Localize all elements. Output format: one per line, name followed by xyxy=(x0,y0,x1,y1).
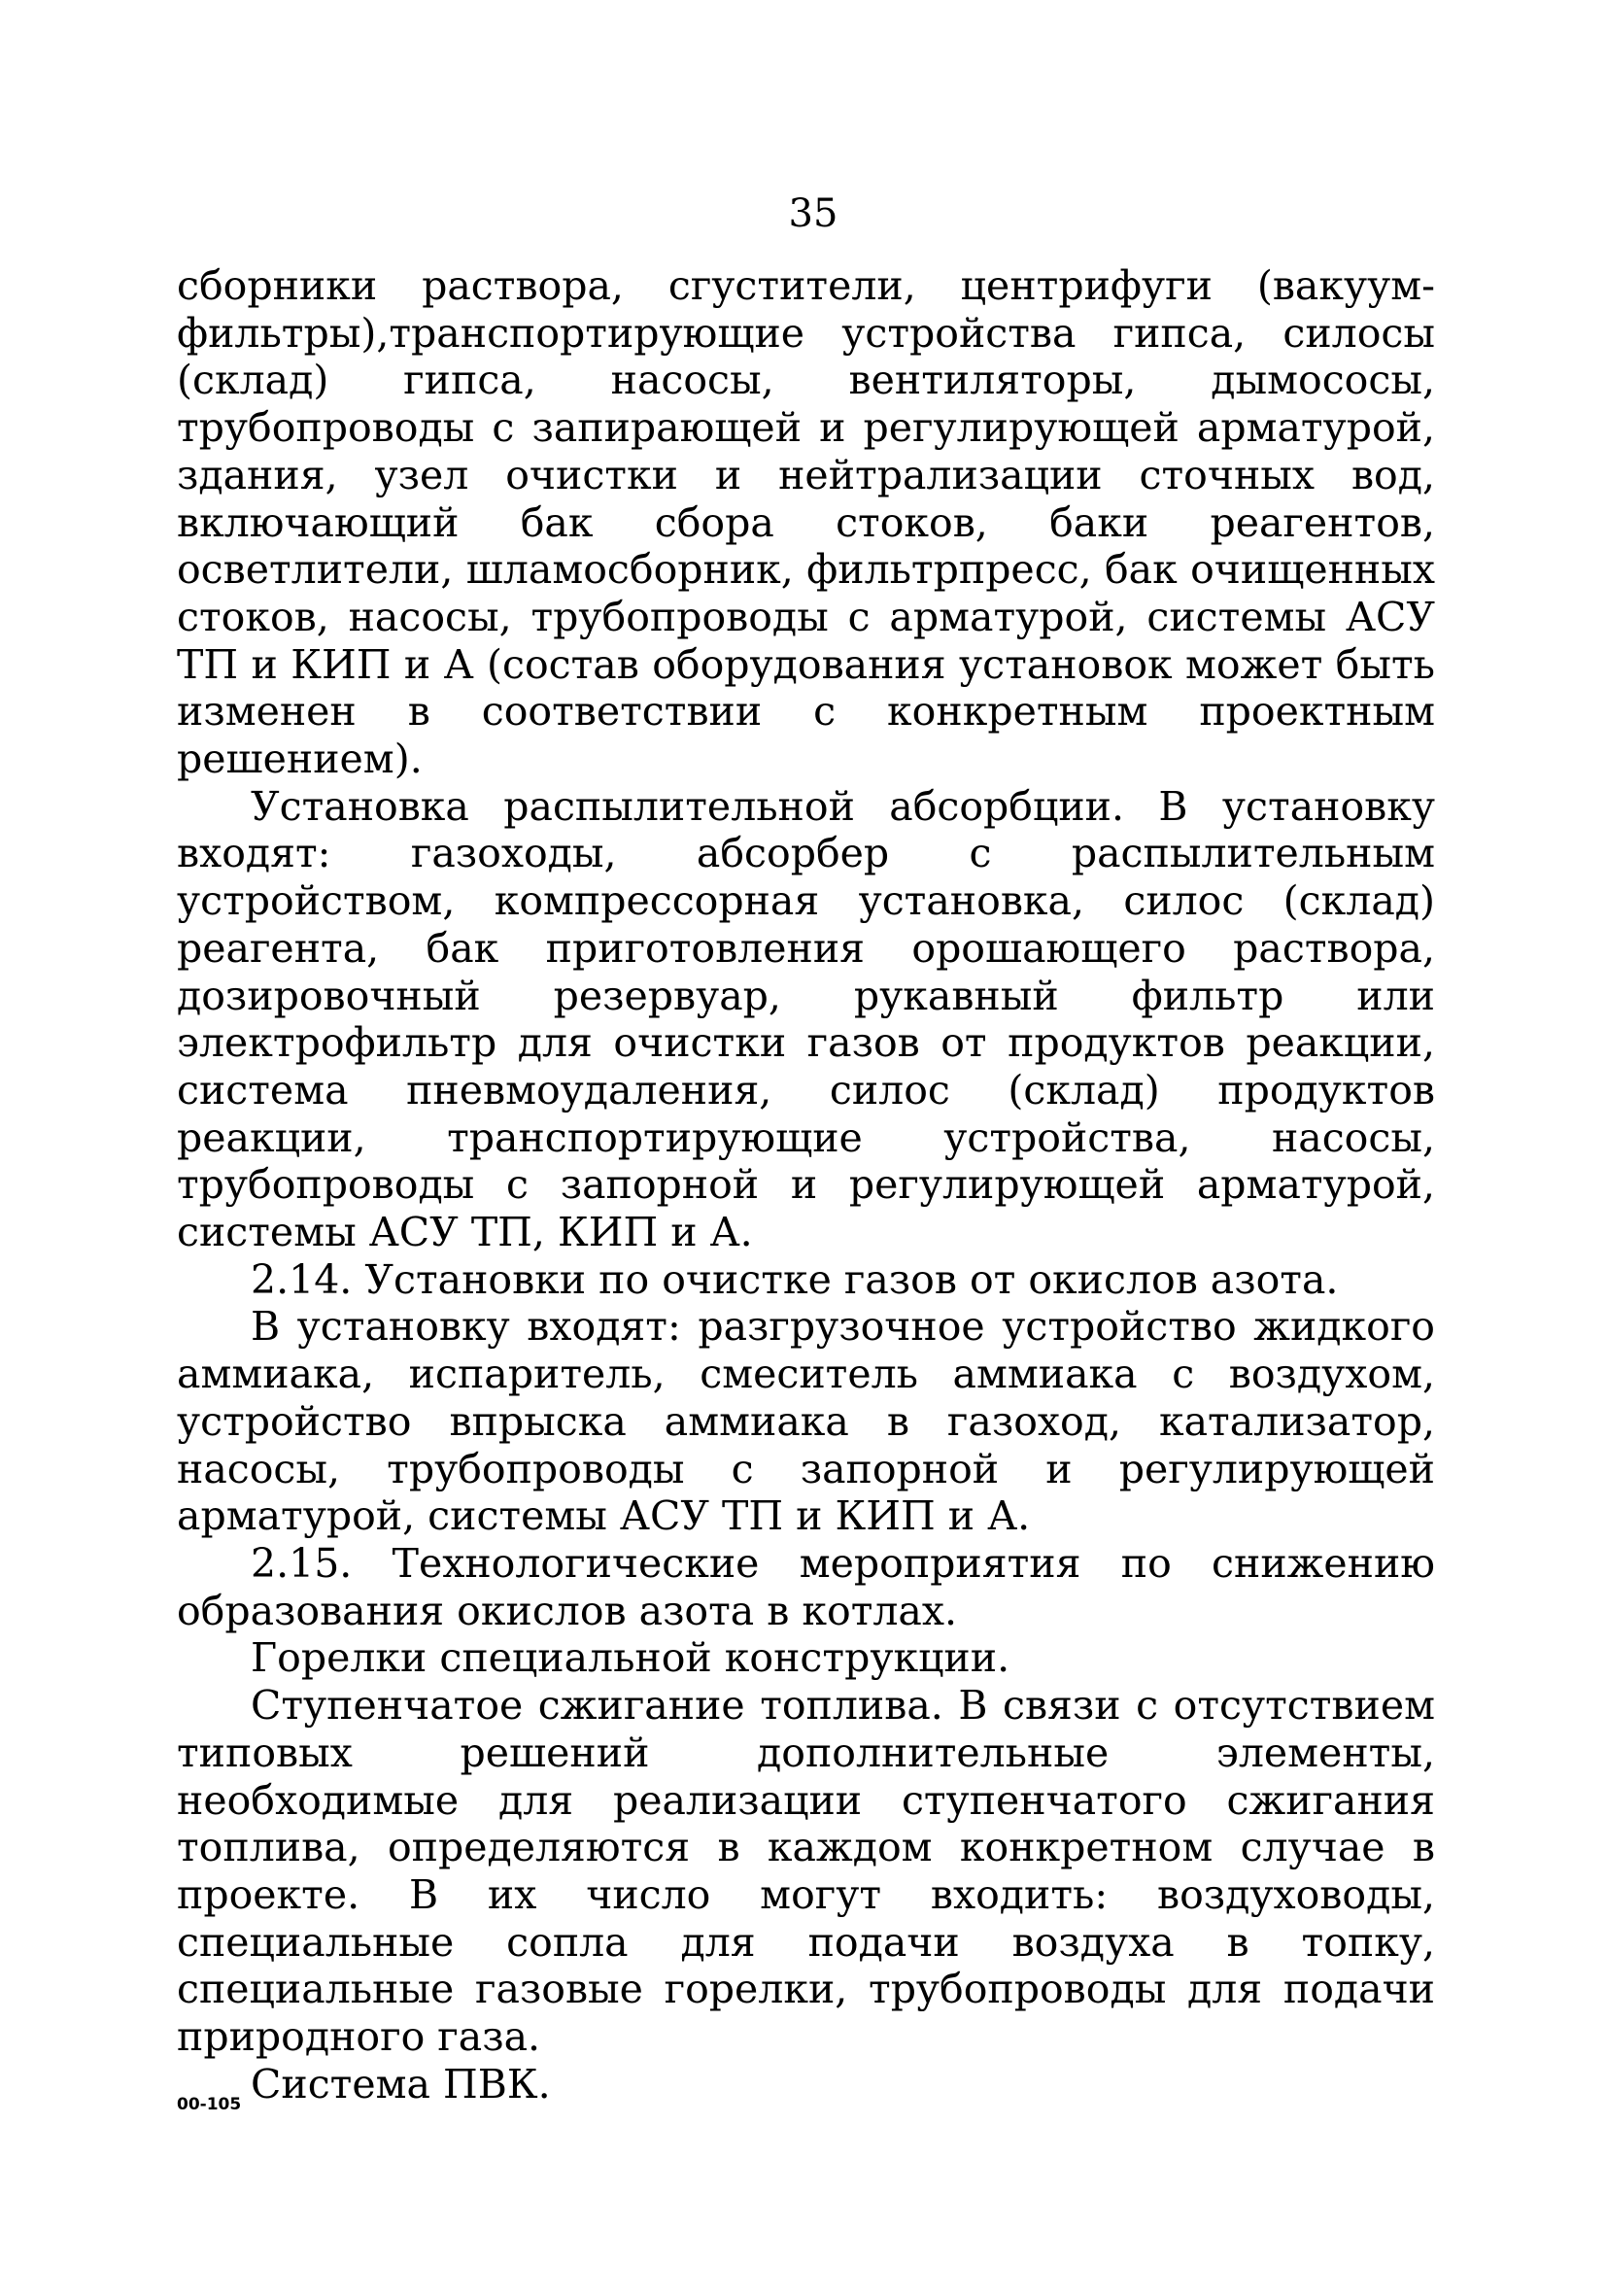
paragraph-nox-unit: В установку входят: разгрузочное устройство жидкого аммиака, испаритель, смеситель аммиака с воздухом, устройство впрыска аммиака в газоход, катализатор, насосы, трубопроводы с запорной и регулирующей арматурой, системы АСУ ТП и КИП и А. xyxy=(177,1303,1435,1540)
paragraph-staged-combustion: Ступенчатое сжигание топлива. В связи с отсутствием типовых решений дополнительные элементы, необходимые для реализации ступенчатого сжигания топлива, определяются в каждом конкретном случае в проекте. В их число могут входить: воздуховоды, специальные сопла для подачи воздуха в топку, специальные газовые горелки, трубопроводы для подачи природного газа. xyxy=(177,1682,1435,2061)
body-text xyxy=(177,262,1435,2108)
section-heading-2-15: 2.15. Технологические мероприятия по снижению образования окислов азота в котлах. xyxy=(177,1539,1435,1634)
paragraph-continuation: сборники раствора, сгустители, центрифуги (вакуум-фильтры),транспортирующие устройства гипса, силосы (склад) гипса, насосы, вентиляторы, дымососы, трубопроводы с запирающей и регулирующей арматурой, здания, узел очистки и нейтрализации сточных вод, включающий бак сбора стоков, баки реагентов, осветлители, шламосборник, фильтрпресс, бак очищенных стоков, насосы, трубопроводы с арматурой, системы АСУ ТП и КИП и А (состав оборудования установок может быть изменен в соответствии с конкретным проектным решением). xyxy=(177,262,1435,783)
page-number: 35 xyxy=(788,191,838,236)
paragraph-pvk-system: Система ПВК. xyxy=(251,2060,551,2108)
section-heading-2-14: 2.14. Установки по очистке газов от окислов азота. xyxy=(251,1255,1339,1303)
footer-code: 00-105 xyxy=(177,2095,242,2114)
paragraph-burners: Горелки специальной конструкции. xyxy=(251,1634,1010,1682)
paragraph-spray-absorption: Установка распылительной абсорбции. В установку входят: газоходы, абсорбер с распылительным устройством, компрессорная установка, силос (склад) реагента, бак приготовления орошающего раствора, дозировочный резервуар, рукавный фильтр или электрофильтр для очистки газов от продуктов реакции, система пневмоудаления, силос (склад) продуктов реакции, транспортирующие устройства, насосы, трубопроводы с запорной и регулирующей арматурой, системы АСУ ТП, КИП и А. xyxy=(177,782,1435,1256)
